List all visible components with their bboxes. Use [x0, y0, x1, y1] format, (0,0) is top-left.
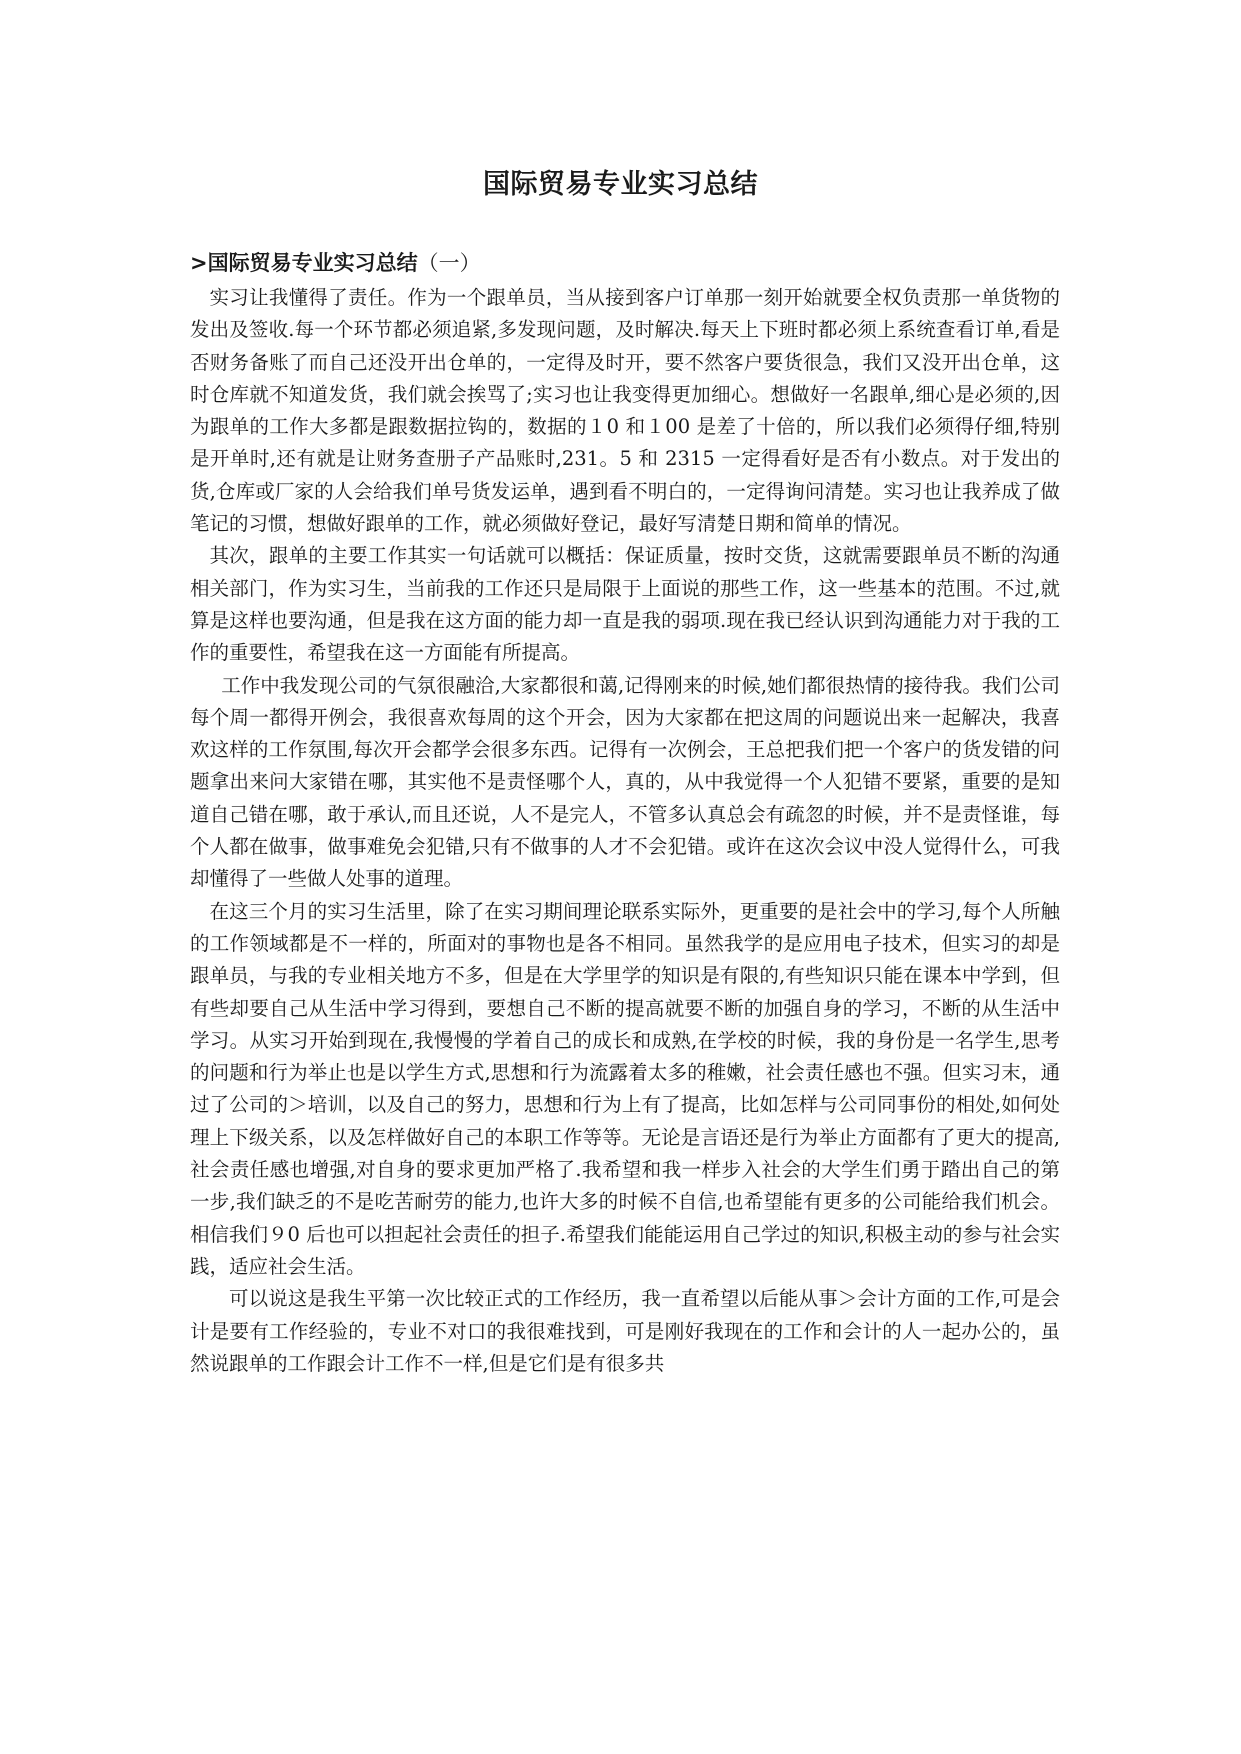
paragraph-communication: 其次，跟单的主要工作其实一句话就可以概括：保证质量，按时交货，这就需要跟单员不断的沟通相关部门，作为实习生，当前我的工作还只是局限于上面说的那些工作，这一些基本的范围。不过,就算是这样也要沟通，但是我在这方面的能力却一直是我的弱项.现在我已经认识到沟通能力对于我的工作的重要性，希望我在这一方面能有所提高。: [190, 544, 1060, 665]
section-heading-title: >国际贸易专业实习总结: [190, 251, 418, 275]
paragraph-responsibility: 实习让我懂得了责任。作为一个跟单员，当从接到客户订单那一刻开始就要全权负责那一单货物的发出及签收.每一个环节都必须追紧,多发现问题，及时解决.每天上下班时都必须上系统查看订单,看是否财务备账了而自己还没开出仓单的，一定得及时开，要不然客户要货很急，我们又没开出仓单，这时仓库就不知道发货，我们就会挨骂了;实习也让我变得更加细心。想做好一名跟单,细心是必须的,因为跟单的工作大多都是跟数据拉钩的，数据的１0 和１00 是差了十倍的，所以我们必须得仔细,特别是开单时,还有就是让财务查册子产品账时,231。5 和 2315 一定得看好是否有小数点。对于发出的货,仓库或厂家的人会给我们单号货发运单，遇到看不明白的，一定得询问清楚。实习也让我养成了做笔记的习惯，想做好跟单的工作，就必须做好登记，最好写清楚日期和简单的情况。: [190, 286, 1060, 536]
paragraph-atmosphere: 工作中我发现公司的气氛很融洽,大家都很和蔼,记得刚来的时候,她们都很热情的接待我。我们公司每个周一都得开例会，我很喜欢每周的这个开会，因为大家都在把这周的问题说出来一起解决，我喜欢这样的工作氛围,每次开会都学会很多东西。记得有一次例会，王总把我们把一个客户的货发错的问题拿出来问大家错在哪，其实他不是责怪哪个人，真的，从中我觉得一个人犯错不要紧，重要的是知道自己错在哪，敢于承认,而且还说，人不是完人，不管多认真总会有疏忽的时候，并不是责怪谁，每个人都在做事，做事难免会犯错,只有不做事的人才不会犯错。或许在这次会议中没人觉得什么，可我却懂得了一些做人处事的道理。: [190, 673, 1060, 891]
document-body: [190, 246, 1060, 1380]
section-heading: [190, 246, 1060, 280]
document-title: 国际贸易专业实习总结: [483, 169, 758, 200]
section-heading-number: （一）: [417, 251, 481, 275]
paragraph-learning: 在这三个月的实习生活里，除了在实习期间理论联系实际外，更重要的是社会中的学习,每个人所触的工作领域都是不一样的，所面对的事物也是各不相同。虽然我学的是应用电子技术，但实习的却是跟单员，与我的专业相关地方不多，但是在大学里学的知识是有限的,有些知识只能在课本中学到，但有些却要自己从生活中学习得到，要想自己不断的提高就要不断的加强自身的学习，不断的从生活中学习。从实习开始到现在,我慢慢的学着自己的成长和成熟,在学校的时候，我的身份是一名学生,思考的问题和行为举止也是以学生方式,思想和行为流露着太多的稚嫩，社会责任感也不强。但实习末，通过了公司的＞培训，以及自己的努力，思想和行为上有了提高，比如怎样与公司同事份的相处,如何处理上下级关系，以及怎样做好自己的本职工作等等。无论是言语还是行为举止方面都有了更大的提高,社会责任感也增强,对自身的要求更加严格了.我希望和我一样步入社会的大学生们勇于踏出自己的第一步,我们缺乏的不是吃苦耐劳的能力,也许大多的时候不自信,也希望能有更多的公司能给我们机会。相信我们９0 后也可以担起社会责任的担子.希望我们能能运用自己学过的知识,积极主动的参与社会实践，适应社会生活。: [190, 899, 1060, 1278]
paragraph-accounting: 可以说这是我生平第一次比较正式的工作经历，我一直希望以后能从事＞会计方面的工作,可是会计是要有工作经验的，专业不对口的我很难找到，可是刚好我现在的工作和会计的人一起办公的，虽然说跟单的工作跟会计工作不一样,但是它们是有很多共: [190, 1287, 1060, 1375]
